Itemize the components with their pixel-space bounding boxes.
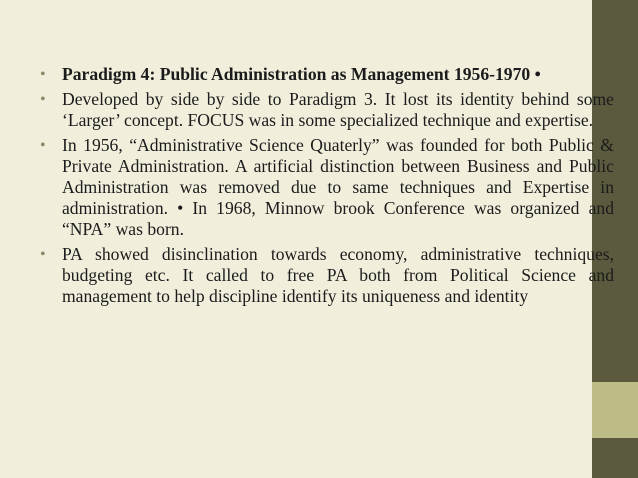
bullet-icon: • (40, 66, 46, 83)
sidebar-accent-block (592, 382, 638, 438)
bullet-text: Paradigm 4: Public Administration as Management 1956-1970 • (62, 64, 541, 84)
bullet-text: PA showed disinclination towards economy, administrative techniques, budgeting etc. It called to free PA both from Political Science and management to help discipline identify its uniqueness and identity (62, 244, 614, 306)
bullet-paradigm-4-title (40, 64, 614, 85)
slide-content (40, 64, 614, 311)
bullet-icon: • (40, 246, 46, 263)
bullet-text: Developed by side by side to Paradigm 3. It lost its identity behind some ‘Larger’ concept. FOCUS was in some specialized technique and expertise. (62, 89, 614, 130)
bullet-1956-asq (40, 135, 614, 240)
bullet-pa-disinclination (40, 244, 614, 307)
bullet-icon: • (40, 137, 46, 154)
bullet-icon: • (40, 91, 46, 108)
bullet-developed (40, 89, 614, 131)
bullet-text: In 1956, “Administrative Science Quaterly” was founded for both Public & Private Administration. A artificial distinction between Business and Public Administration was removed due to same techniques and Expertise in administration. • In 1968, Minnow brook Conference was organized and “NPA” was born. (62, 135, 614, 239)
